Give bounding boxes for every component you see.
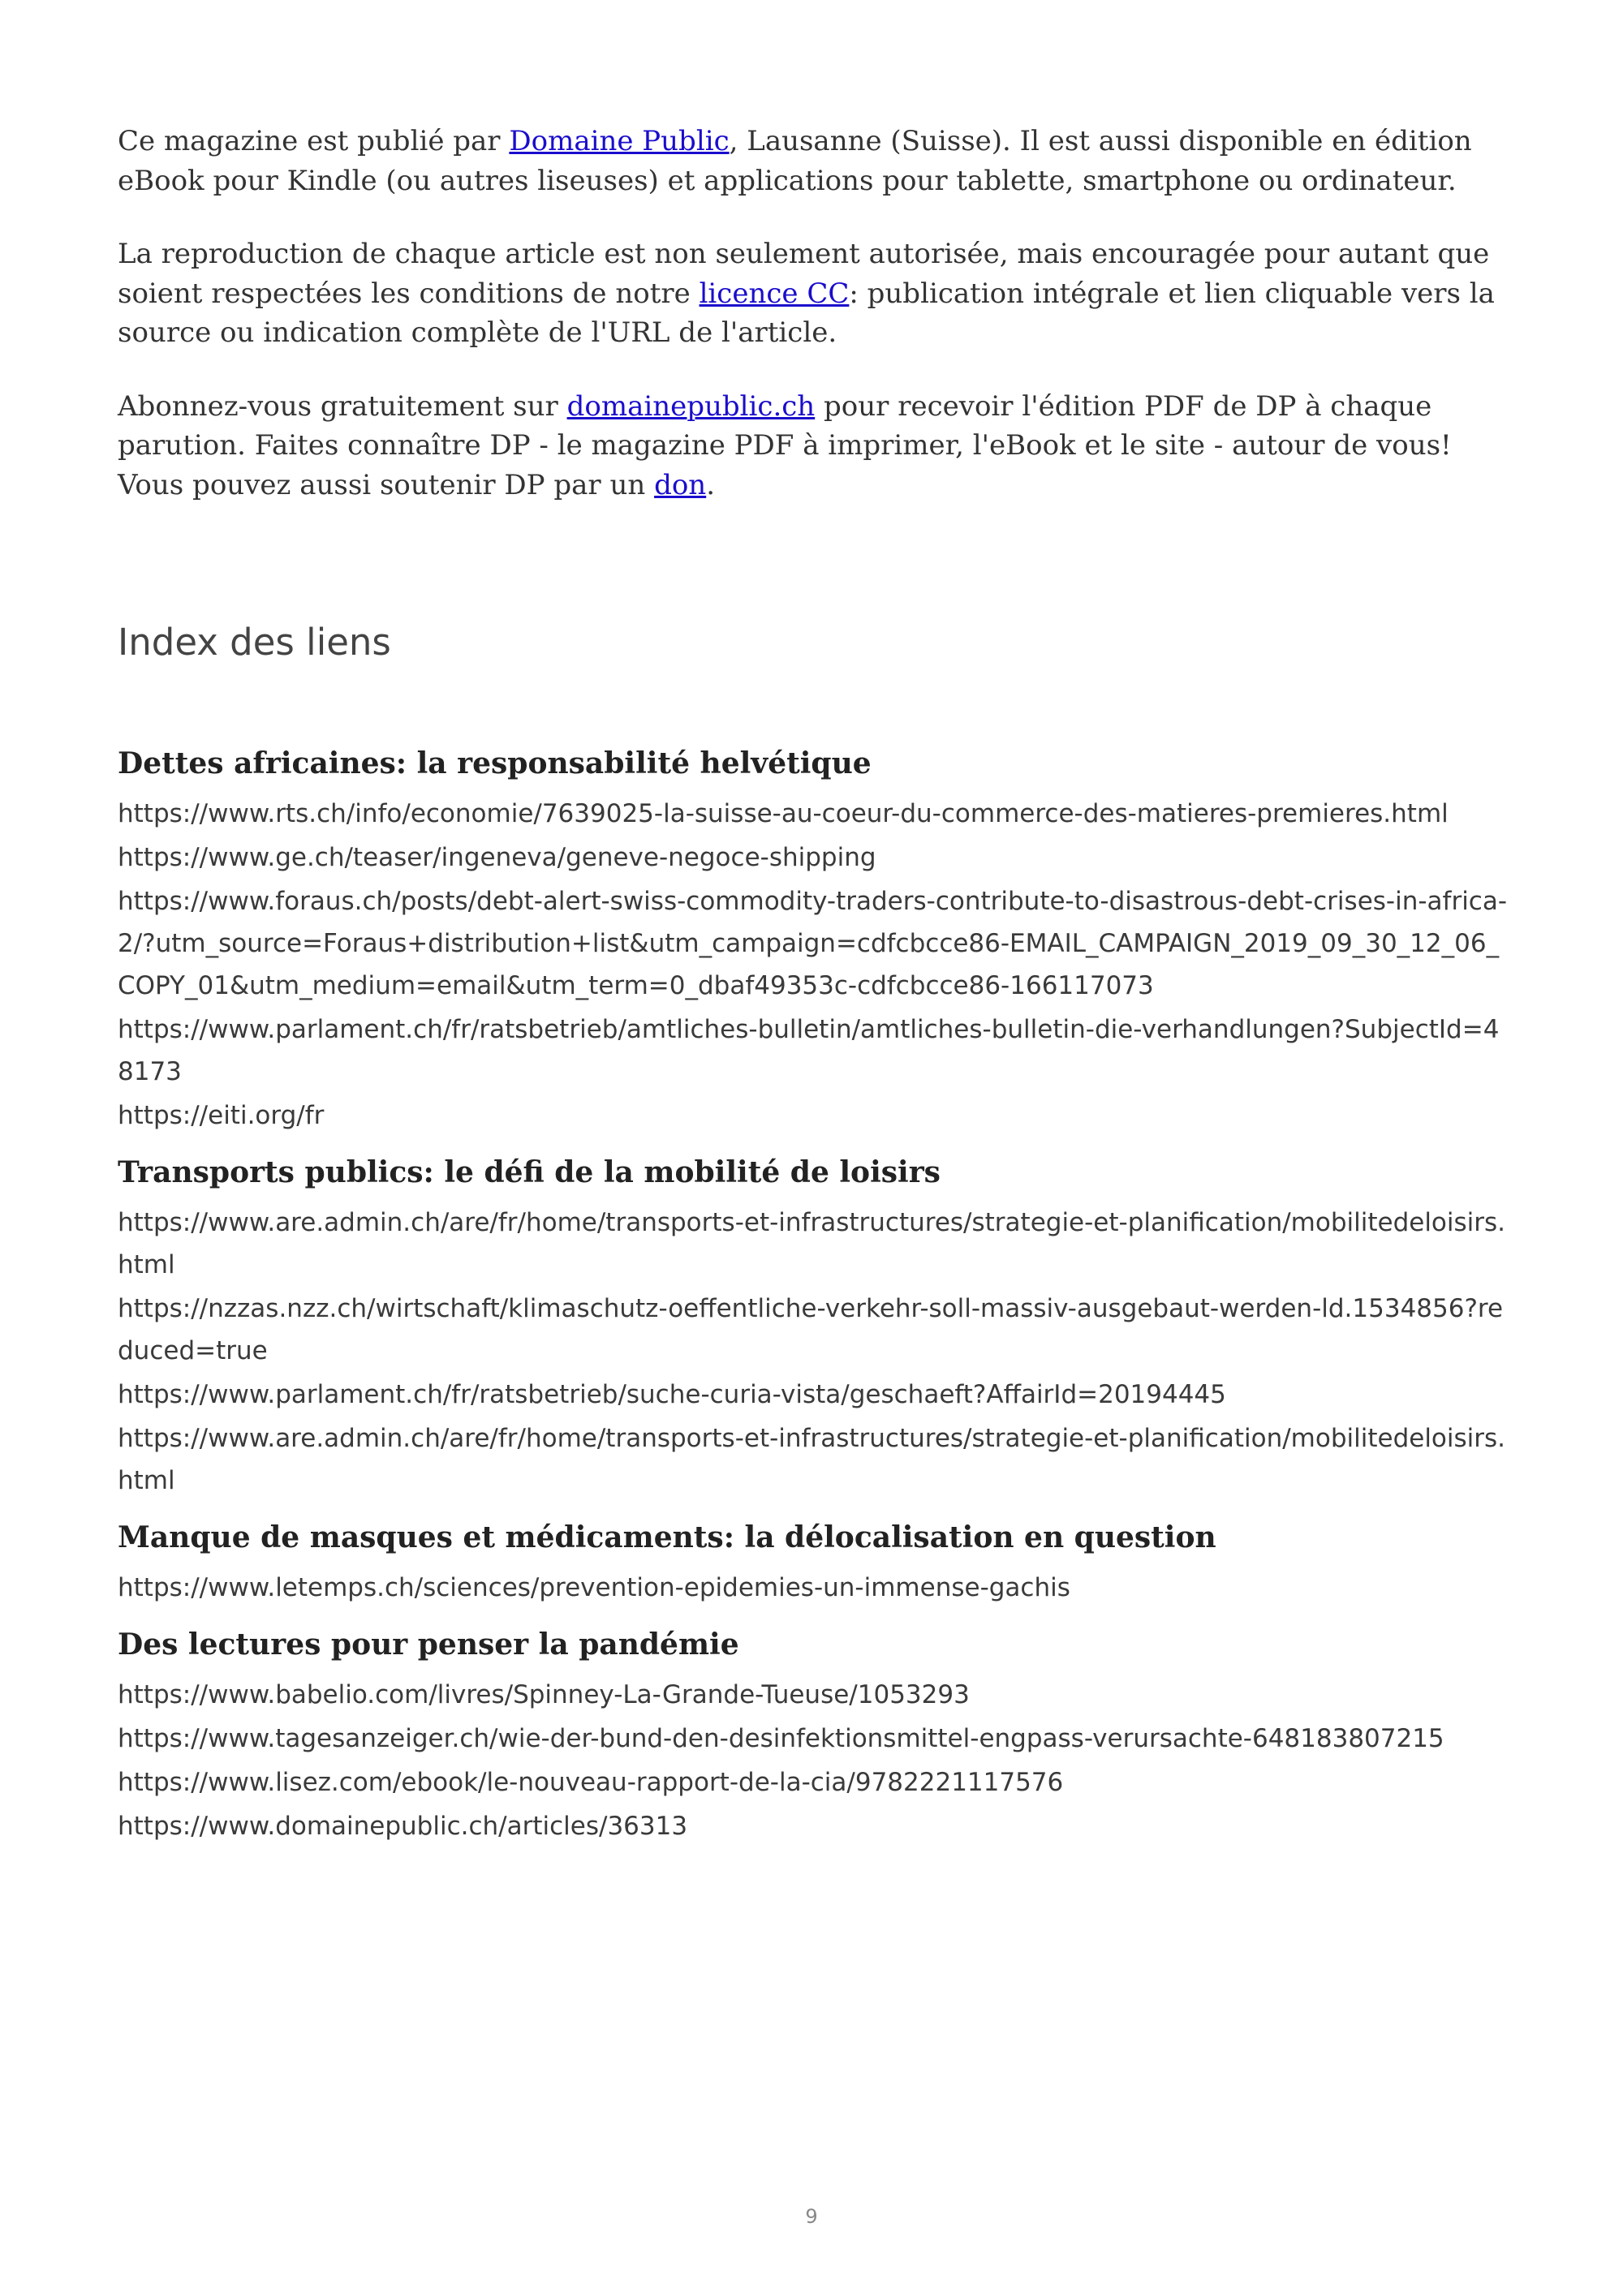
- link-section: [118, 1623, 1513, 1847]
- licence-cc-link[interactable]: licence CC: [699, 277, 850, 310]
- intro-text: Ce magazine est publié par: [118, 125, 510, 157]
- intro-text: .: [706, 468, 716, 501]
- reference-url[interactable]: https://www.are.admin.ch/are/fr/home/transports-et-infrastructures/strategie-et-planification/mobilitedeloisirs.html: [118, 1208, 1506, 1279]
- intro-text: , Lausanne (Suisse). Il est aussi disponible en édition eBook pour Kindle (ou autres liseuses) et applications pour tablette, smartphone ou ordinateur.: [118, 125, 1472, 197]
- reference-url[interactable]: https://www.ge.ch/teaser/ingeneva/geneve-negoce-shipping: [118, 843, 876, 872]
- document-page: [118, 122, 1513, 1862]
- intro-paragraph-subscribe: [118, 387, 1513, 505]
- page-number: 9: [805, 2205, 818, 2228]
- index-title: Index des liens: [118, 621, 391, 664]
- article-title: Des lectures pour penser la pandémie: [118, 1627, 739, 1662]
- reference-url[interactable]: https://www.babelio.com/livres/Spinney-La-Grande-Tueuse/1053293: [118, 1680, 970, 1709]
- reference-url[interactable]: https://www.parlament.ch/fr/ratsbetrieb/suche-curia-vista/geschaeft?AffairId=20194445: [118, 1380, 1226, 1409]
- article-title: Transports publics: le défi de la mobilité de loisirs: [118, 1155, 941, 1189]
- intro-text: pour recevoir l'édition PDF de DP à chaque parution. Faites connaître DP - le magazine PDF à imprimer, l'eBook et le site - autour de vous! Vous pouvez aussi soutenir DP par un: [118, 389, 1452, 501]
- article-title: Manque de masques et médicaments: la délocalisation en question: [118, 1520, 1216, 1554]
- reference-url[interactable]: https://nzzas.nzz.ch/wirtschaft/klimaschutz-oeffentliche-verkehr-soll-massiv-ausgebaut-werden-ld.1534856?reduced=true: [118, 1294, 1504, 1365]
- domainepublic-link[interactable]: domainepublic.ch: [566, 389, 816, 423]
- link-section: [118, 1516, 1513, 1609]
- link-section: [118, 1151, 1513, 1502]
- reference-url[interactable]: https://www.lisez.com/ebook/le-nouveau-rapport-de-la-cia/9782221117576: [118, 1768, 1064, 1797]
- reference-url[interactable]: https://www.parlament.ch/fr/ratsbetrieb/amtliches-bulletin/amtliches-bulletin-die-verhandlungen?SubjectId=48173: [118, 1015, 1500, 1086]
- domaine-public-link[interactable]: Domaine Public: [509, 125, 730, 157]
- reference-url[interactable]: https://eiti.org/fr: [118, 1101, 325, 1130]
- reference-url[interactable]: https://www.letemps.ch/sciences/prevention-epidemies-un-immense-gachis: [118, 1573, 1070, 1602]
- link-section: [118, 742, 1513, 1137]
- reference-url[interactable]: https://www.are.admin.ch/are/fr/home/transports-et-infrastructures/strategie-et-planification/mobilitedeloisirs.html: [118, 1424, 1506, 1495]
- intro-block: [118, 122, 1513, 505]
- reference-url[interactable]: https://www.rts.ch/info/economie/7639025-la-suisse-au-coeur-du-commerce-des-matieres-premieres.html: [118, 799, 1449, 828]
- intro-text: Abonnez-vous gratuitement sur: [118, 389, 567, 423]
- intro-paragraph-publisher: [118, 122, 1513, 200]
- intro-paragraph-license: [118, 234, 1513, 353]
- intro-text: La reproduction de chaque article est non seulement autorisée, mais encouragée pour autant que soient respectées les conditions de notre: [118, 238, 1490, 310]
- article-title: Dettes africaines: la responsabilité helvétique: [118, 746, 872, 780]
- reference-url[interactable]: https://www.tagesanzeiger.ch/wie-der-bund-den-desinfektionsmittel-engpass-verursachte-648183807215: [118, 1724, 1444, 1753]
- link-index: [118, 742, 1513, 1847]
- reference-url[interactable]: https://www.foraus.ch/posts/debt-alert-swiss-commodity-traders-contribute-to-disastrous-debt-crises-in-africa-2/?utm_source=Foraus+distribution+list&utm_campaign=cdfcbcce86-EMAIL_CAMPAIGN_2019_09_30_12_06_COPY_01&utm_medium=email&utm_term=0_dbaf49353c-cdfcbcce86-166117073: [118, 887, 1508, 1000]
- reference-url[interactable]: https://www.domainepublic.ch/articles/36313: [118, 1812, 688, 1841]
- intro-text: : publication intégrale et lien cliquable vers la source ou indication complète de l'URL de l'article.: [118, 277, 1495, 349]
- don-link[interactable]: don: [654, 468, 707, 501]
